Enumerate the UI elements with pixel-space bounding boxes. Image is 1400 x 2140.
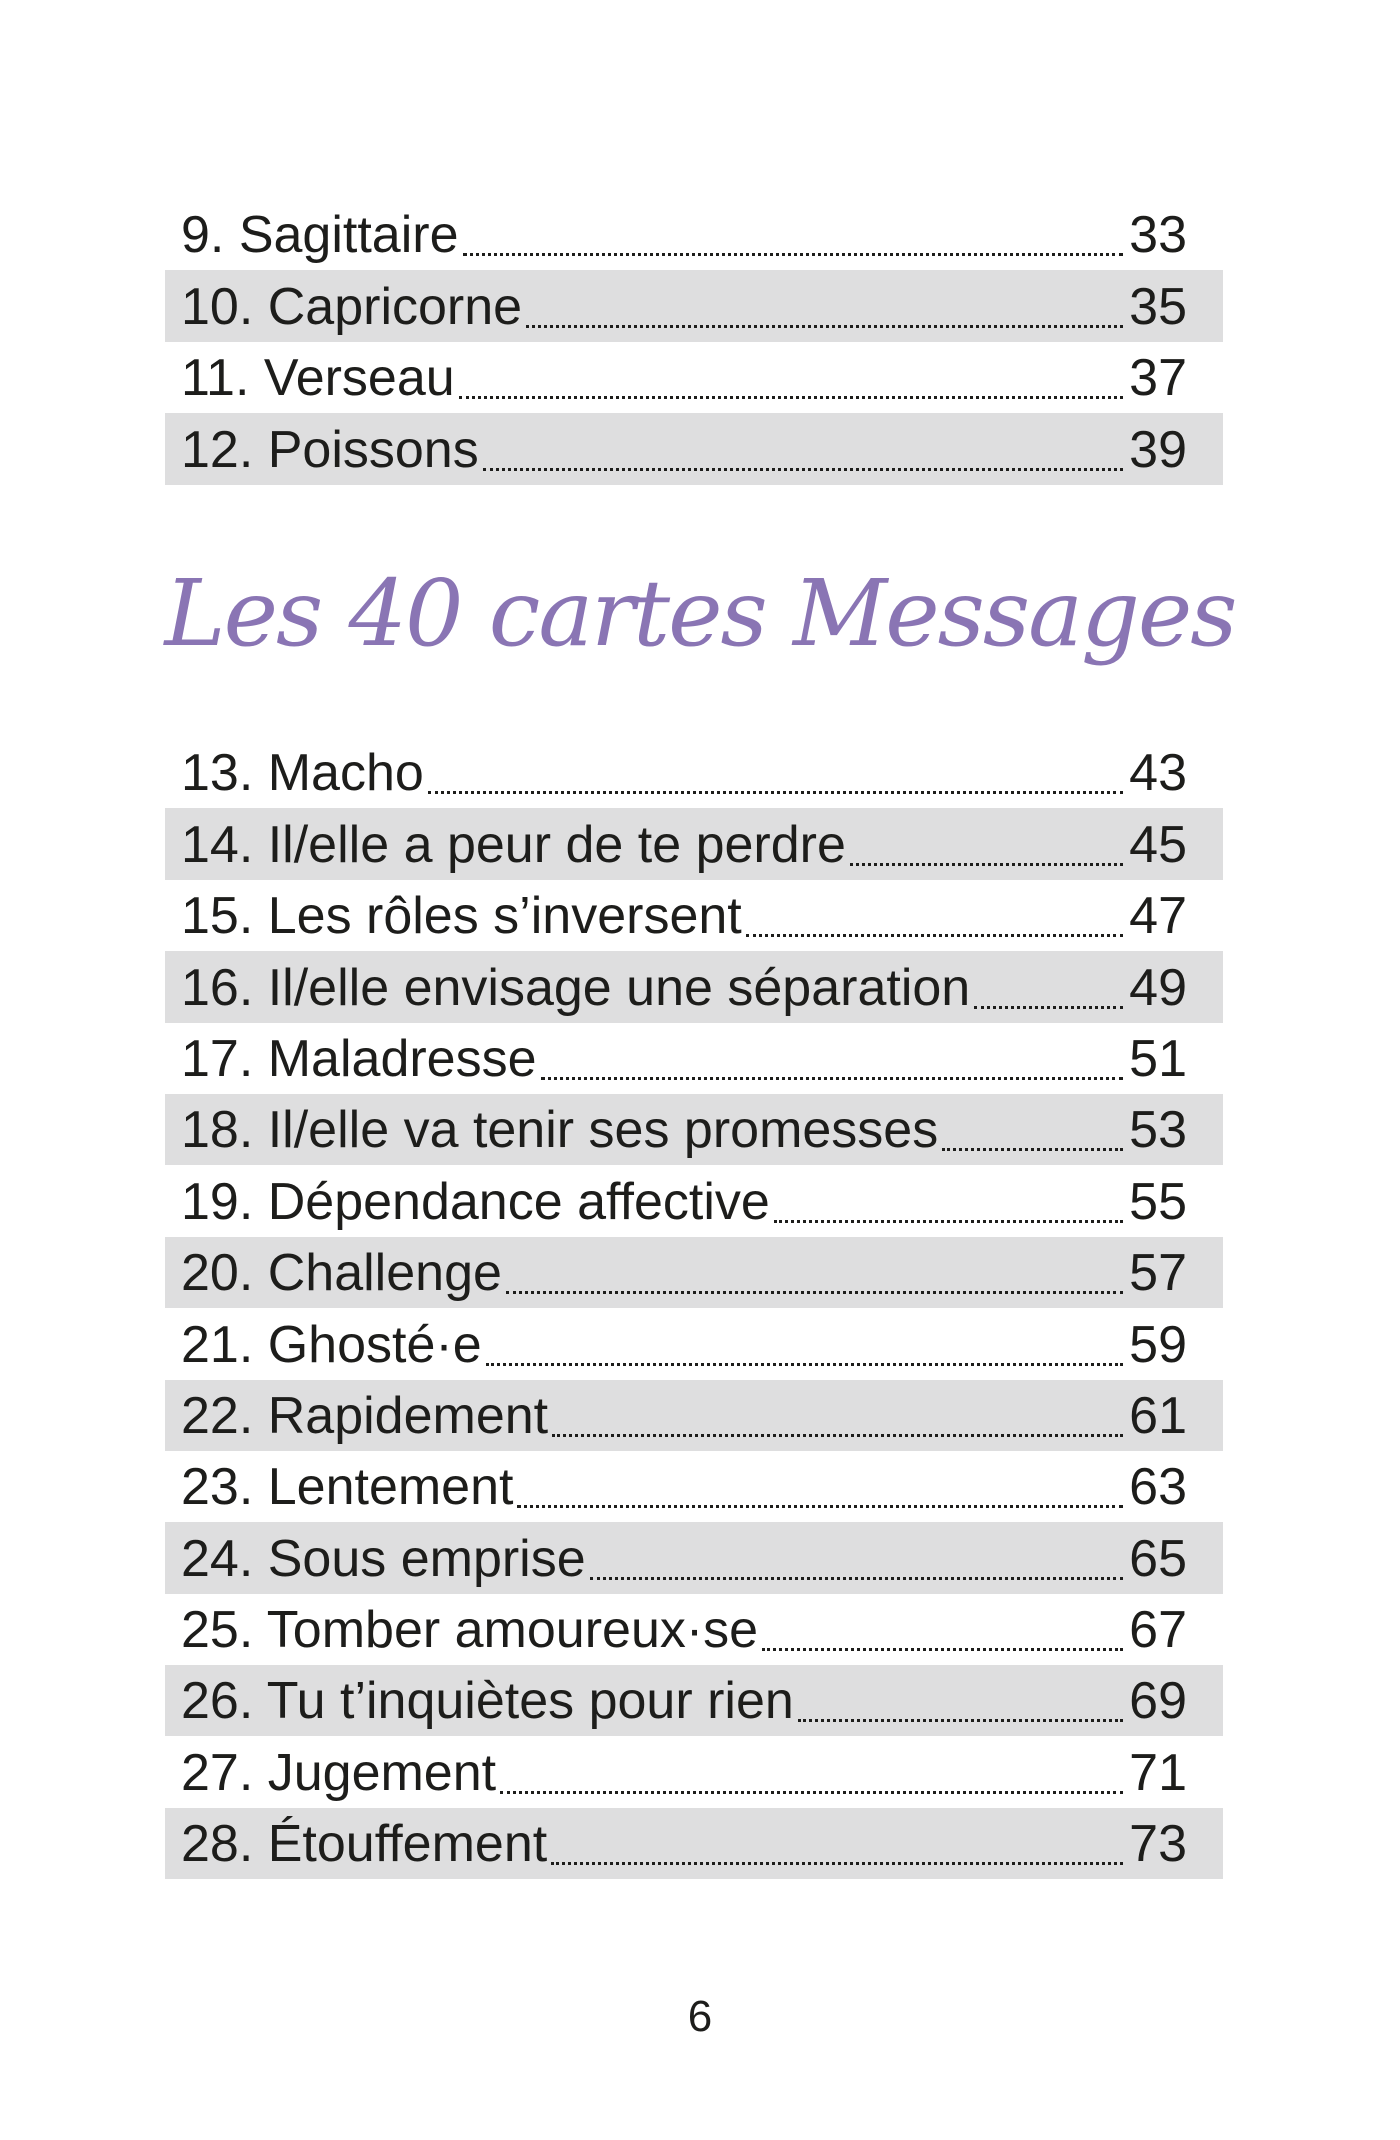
dot-leader [552, 1434, 1123, 1437]
toc-entry-page: 35 [1129, 277, 1187, 336]
dot-leader [746, 934, 1123, 937]
dot-leader [486, 1363, 1124, 1366]
toc-entry[interactable] [165, 270, 1223, 341]
toc-entry-page: 37 [1129, 349, 1187, 408]
toc-entry-page: 53 [1129, 1101, 1187, 1160]
toc-entry[interactable] [165, 737, 1223, 808]
dot-leader [506, 1291, 1123, 1294]
toc-entry-title: 14. Il/elle a peur de te perdre [181, 815, 846, 874]
toc-entry-title: 26. Tu t’inquiètes pour rien [181, 1672, 794, 1731]
toc-entry[interactable] [165, 1522, 1223, 1593]
dot-leader [517, 1505, 1123, 1508]
toc-entry[interactable] [165, 1308, 1223, 1379]
toc-entry[interactable] [165, 1237, 1223, 1308]
toc-entry[interactable] [165, 1023, 1223, 1094]
toc-entry-title: 13. Macho [181, 744, 424, 803]
toc-entry-page: 71 [1129, 1743, 1187, 1802]
dot-leader [551, 1862, 1123, 1865]
toc-list-top [165, 199, 1223, 485]
toc-entry-title: 15. Les rôles s’inversent [181, 887, 742, 946]
dot-leader [428, 791, 1123, 794]
dot-leader [942, 1148, 1123, 1151]
toc-entry-page: 55 [1129, 1172, 1187, 1231]
toc-entry-page: 61 [1129, 1386, 1187, 1445]
toc-entry[interactable] [165, 1094, 1223, 1165]
toc-entry-title: 10. Capricorne [181, 277, 523, 336]
dot-leader [774, 1220, 1123, 1223]
dot-leader [526, 325, 1123, 328]
toc-entry-page: 47 [1129, 887, 1187, 946]
dot-leader [541, 1077, 1124, 1080]
toc-entry-title: 23. Lentement [181, 1458, 514, 1517]
toc-entry-page: 49 [1129, 958, 1187, 1017]
toc-entry-title: 19. Dépendance affective [181, 1172, 770, 1231]
dot-leader [459, 396, 1123, 399]
toc-entry-title: 16. Il/elle envisage une séparation [181, 958, 971, 1017]
toc-entry-page: 59 [1129, 1315, 1187, 1374]
dot-leader [483, 468, 1123, 471]
toc-entry[interactable] [165, 951, 1223, 1022]
toc-entry[interactable] [165, 199, 1223, 270]
toc-entry-title: 9. Sagittaire [181, 206, 459, 265]
toc-entry[interactable] [165, 1380, 1223, 1451]
toc-entry-title: 11. Verseau [181, 349, 455, 408]
toc-list-bottom [165, 737, 1223, 1879]
toc-entry-title: 24. Sous emprise [181, 1529, 586, 1588]
toc-entry-title: 21. Ghosté·e [181, 1315, 482, 1374]
toc-entry-title: 25. Tomber amoureux·se [181, 1601, 759, 1660]
section-heading: Les 40 cartes Messages [164, 560, 1236, 667]
toc-entry-title: 20. Challenge [181, 1244, 502, 1303]
toc-entry-page: 67 [1129, 1601, 1187, 1660]
dot-leader [850, 863, 1123, 866]
dot-leader [500, 1791, 1123, 1794]
toc-entry[interactable] [165, 880, 1223, 951]
toc-entry[interactable] [165, 413, 1223, 484]
dot-leader [463, 253, 1124, 256]
toc-entry[interactable] [165, 1165, 1223, 1236]
toc-entry-page: 39 [1129, 420, 1187, 479]
toc-entry-page: 69 [1129, 1672, 1187, 1731]
dot-leader [762, 1648, 1123, 1651]
toc-entry-title: 17. Maladresse [181, 1029, 537, 1088]
toc-entry-page: 65 [1129, 1529, 1187, 1588]
toc-entry[interactable] [165, 1665, 1223, 1736]
toc-entry-page: 45 [1129, 815, 1187, 874]
page-number: 6 [687, 1992, 713, 2041]
dot-leader [590, 1577, 1124, 1580]
toc-entry-page: 57 [1129, 1244, 1187, 1303]
dot-leader [974, 1006, 1123, 1009]
toc-entry[interactable] [165, 342, 1223, 413]
toc-entry-page: 33 [1129, 206, 1187, 265]
toc-entry-title: 22. Rapidement [181, 1386, 549, 1445]
toc-entry-title: 27. Jugement [181, 1743, 497, 1802]
toc-entry[interactable] [165, 1808, 1223, 1879]
toc-entry[interactable] [165, 1594, 1223, 1665]
toc-entry-title: 12. Poissons [181, 420, 479, 479]
toc-entry[interactable] [165, 1736, 1223, 1807]
dot-leader [798, 1719, 1123, 1722]
toc-entry-page: 43 [1129, 744, 1187, 803]
toc-entry-page: 51 [1129, 1029, 1187, 1088]
toc-entry-page: 63 [1129, 1458, 1187, 1517]
toc-entry-title: 28. Étouffement [181, 1815, 548, 1874]
toc-entry[interactable] [165, 1451, 1223, 1522]
toc-entry-title: 18. Il/elle va tenir ses promesses [181, 1101, 939, 1160]
toc-entry[interactable] [165, 808, 1223, 879]
toc-entry-page: 73 [1129, 1815, 1187, 1874]
